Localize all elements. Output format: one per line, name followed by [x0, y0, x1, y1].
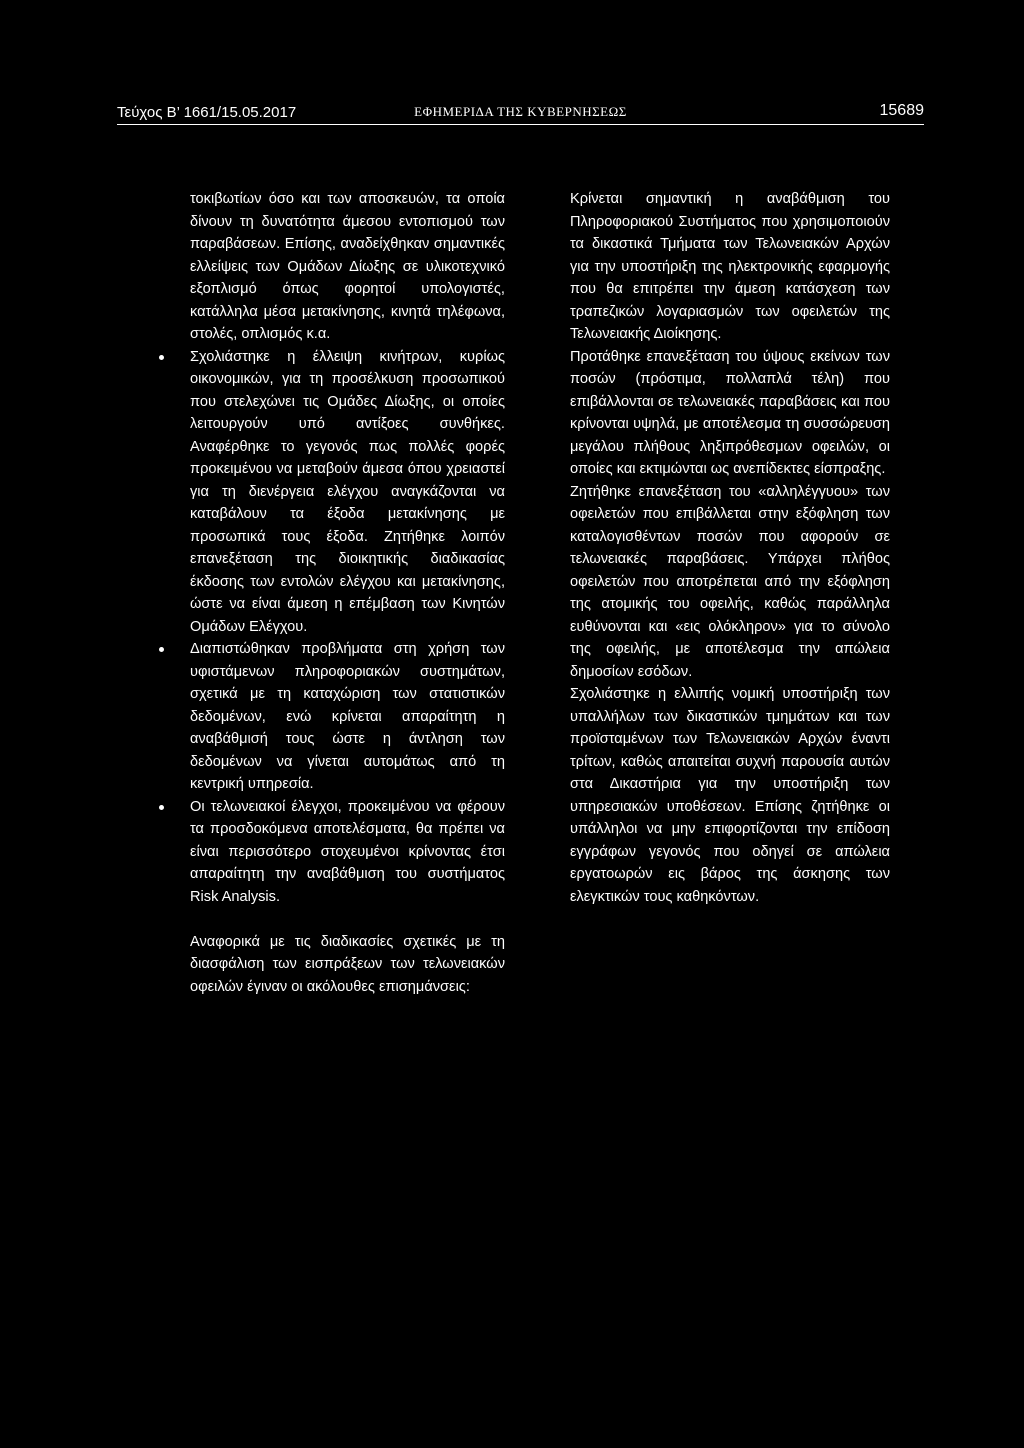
bullet-item: Σχολιάστηκε η έλλειψη κινήτρων, κυρίως οικονομικών, για τη προσέλκυση προσωπικού που στελεχώνει τις Ομάδες Δίωξης, οι οποίες λειτουργούν υπό αντίξοες συνθήκες. Αναφέρθηκε το γεγονός πως πολλές φορές προκειμένου να μεταβούν άμεσα όπου χρειαστεί για τη διενέργεια ελέγχου αναγκάζονται να καταβάλουν τα έξοδα μετακίνησης με προσωπικά τους έξοδα. Ζητήθηκε λοιπόν επανεξέταση της διοικητικής διαδικασίας έκδοσης των εντολών ελέγχου και μετακίνησης, ώστε να είναι άμεση η επέμβαση των Κινητών Ομάδων Ελέγχου. — [190, 346, 505, 639]
page-header — [117, 100, 924, 125]
paragraph: Σχολιάστηκε η ελλιπής νομική υποστήριξη των υπαλλήλων των δικαστικών τμημάτων και των προϊσταμένων των Τελωνειακών Αρχών έναντι τρίτων, καθώς απαιτείται συχνή παρουσία αυτών στα Δικαστήρια για την υποστήριξη των υπηρεσιακών υποθέσεων. Επίσης ζητήθηκε οι υπάλληλοι να μην επιφορτίζονται την επίδοση εγγράφων γεγονός που οδηγεί σε απώλεια εργατοωρών εις βάρος της άσκησης των ελεγκτικών τους καθηκόντων. — [570, 686, 890, 905]
gazette-title: ΕΦΗΜΕΡΙΔΑ ΤΗΣ ΚΥΒΕΡΝΗΣΕΩΣ — [414, 104, 627, 119]
right-column — [570, 188, 890, 908]
bullet-item: Διαπιστώθηκαν προβλήματα στη χρήση των υφιστάμενων πληροφοριακών συστημάτων, σχετικά με τη καταχώριση των στατιστικών δεδομένων, ενώ κρίνεται απαραίτητη η αναβάθμισή τους ώστε η άντληση των δεδομένων να γίνεται αυτομάτως από τη κεντρική υπηρεσία. — [190, 638, 505, 796]
left-column — [190, 188, 505, 998]
paragraph: Προτάθηκε επανεξέταση του ύψους εκείνων των ποσών (πρόστιμα, πολλαπλά τέλη) που επιβάλλονται σε τελωνειακές παραβάσεις και που κρίνονται υψηλά, με αποτέλεσμα τη συσσώρευση μεγάλου πλήθους ληξιπρόθεσμων οφειλών, οι οποίες και εκτιμώνται ως ανεπίδεκτες είσπραξης. — [570, 348, 890, 477]
paragraph: Ζητήθηκε επανεξέταση του «αλληλέγγυου» των οφειλετών που επιβάλλεται στην εξόφληση των καταλογισθέντων ποσών που αφορούν σε τελωνειακές παραβάσεις. Υπάρχει πλήθος οφειλετών που αποτρέπεται από την εξόφληση της ατομικής του οφειλής, καθώς παράλληλα ευθύνονται και «εις ολόκληρον» για το σύνολο της οφειλής, με αποτέλεσμα την απώλεια δημοσίων εσόδων. — [570, 483, 890, 680]
bullet-item: Οι τελωνειακοί έλεγχοι, προκειμένου να φέρουν τα προσδοκόμενα αποτελέσματα, θα πρέπει να είναι περισσότερο στοχευμένοι κρίνοντας έτσι απαραίτητη την αναβάθμιση του συστήματος Risk Analysis. — [190, 796, 505, 909]
intro-paragraph: τοκιβωτίων όσο και των αποσκευών, τα οποία δίνουν τη δυνατότητα άμεσου εντοπισμού των παραβάσεων. Επίσης, αναδείχθηκαν σημαντικές ελλείψεις των Ομάδων Δίωξης σε υλικοτεχνικό εξοπλισμό όπως φορητοί υπολογιστές, κατάλληλα μέσα μετακίνησης, κινητά τηλέφωνα, στολές, οπλισμός κ.α. — [190, 191, 505, 342]
page-number: 15689 — [879, 102, 924, 119]
paragraph: Κρίνεται σημαντική η αναβάθμιση του Πληροφοριακού Συστήματος που χρησιμοποιούν τα δικαστικά Τμήματα των Τελωνειακών Αρχών για την υποστήριξη της ηλεκτρονικής εφαρμογής που θα επιτρέπει την άμεση κατάσχεση των τραπεζικών λογαριασμών των οφειλετών της Τελωνειακής Διοίκησης. — [570, 191, 890, 342]
closing-paragraph: Αναφορικά με τις διαδικασίες σχετικές με τη διασφάλιση των εισπράξεων των τελωνειακών οφειλών έγιναν οι ακόλουθες επισημάνσεις: — [190, 933, 505, 995]
issue-label: Τεύχος B’ 1661/15.05.2017 — [117, 104, 297, 121]
